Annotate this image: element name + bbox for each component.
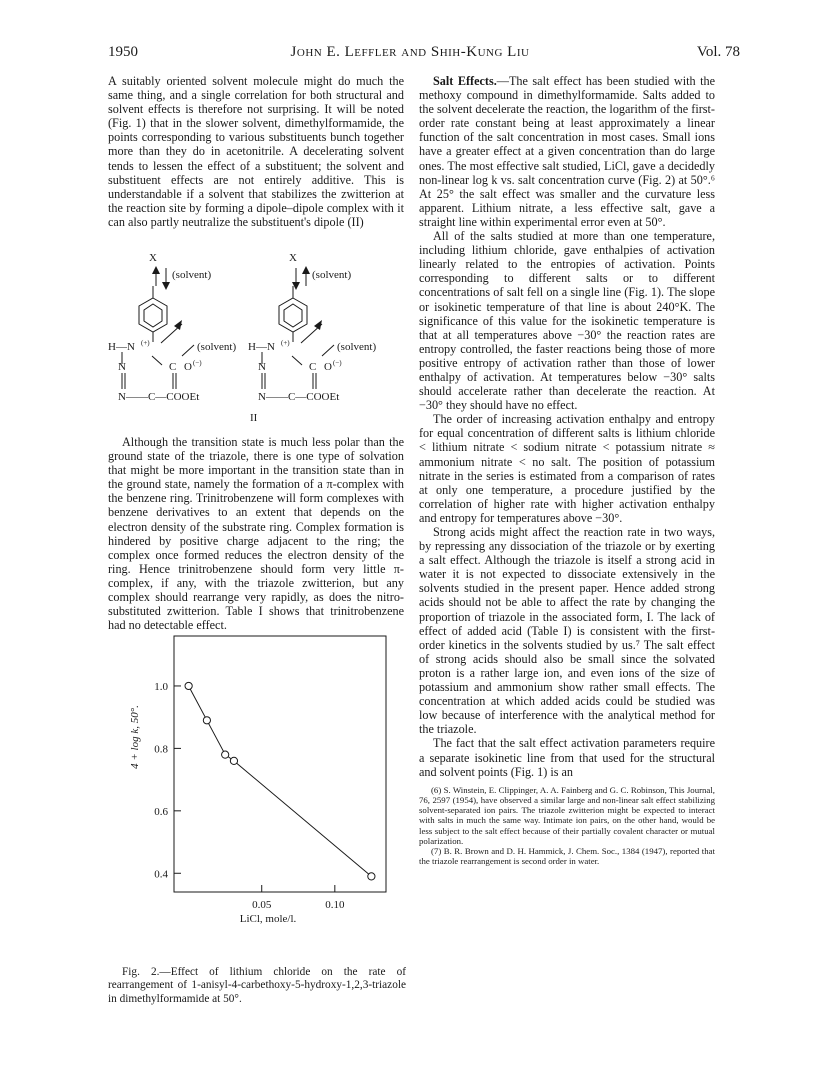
left-minus-charge: (−) xyxy=(193,359,202,367)
left-cooet-label: N——C—COOEt xyxy=(118,391,200,403)
running-head-authors: John E. Leffler and Shih-Kung Liu xyxy=(290,44,530,60)
y-axis-label: 4 + log k, 50°. xyxy=(129,705,141,769)
left-column-top xyxy=(108,74,404,229)
footnote-6: (6) S. Winstein, E. Clippinger, A. A. Fainberg and G. C. Robinson, This Journal, 76, 2597 (1954), have observed a similar large and non-linear salt effect stabilizing solvent-separated ion pairs. The triazole zwitterion might be expected to interact with salts in much the same way. Intimate ion pairs, on the other hand, would be less subject to the salt effect because of their partially covalent character or mutual polarization. xyxy=(419,784,715,846)
right-solvent-side-label: (solvent) xyxy=(337,341,377,353)
x-tick-label: 0.10 xyxy=(325,899,345,911)
salt-effects-heading: Salt Effects. xyxy=(433,74,497,88)
right-hn-label: H—N xyxy=(248,341,275,353)
left-paragraph-1: A suitably oriented solvent molecule might do much the same thing, and a single correlation for both structural and solvent effects is therefore not surprising. It will be noted (Fig. 1) that in the slower solvent, dimethylformamide, the points corresponding to various substituents bunch together more than they do in acetonitrile. A decelerating solvent tends to lessen the effect of a substituent; the solvent and substituent effects are not entirely additive. This is understandable if a solvent that stabilizes the zwitterion at the reaction site by forming a dipole–dipole complex with it can also partly neutralize the substituent's dipole (II) xyxy=(108,74,404,229)
right-plus-charge: (+) xyxy=(281,339,290,347)
right-cooet-label: N——C—COOEt xyxy=(258,391,340,403)
right-paragraph-5: The fact that the salt effect activation parameters require a separate isokinetic line from that used for the structural and solvent points (Fig. 1) is an xyxy=(419,736,715,779)
right-paragraph-1-text: —The salt effect has been studied with the methoxy compound in dimethylformamide. Salts added to the solvent decelerate the reaction, the logarithm of the first-order rate constant being at least approximately a linear function of the salt concentration in most cases. Small ions have a greater effect at a given concentration than do large ones. The most effective salt studied, LiCl, gave a decidedly non-linear log k vs. salt concentration curve (Fig. 2) at 50°.⁶ At 25° the salt effect was smaller and the curvature less apparent. Lithium nitrate, a less effective salt, gave a straight line within experimental error even at 50°. xyxy=(419,74,716,229)
x-axis-label: LiCl, mole/l. xyxy=(239,913,297,925)
right-paragraph-2: All of the salts studied at more than one temperature, including lithium chloride, gave enthalpies of activation linearly related to the entropies of activation. Points corresponding to different salts or to different concentrations of salt fell on a single line (Fig. 1). The slope or isokinetic temperature of that line is about 240°K. The significance of this value for the isokinetic temperature is that at all temperatures above −30° the reaction rates are entropy controlled, the faster reactions being those of more positive entropy of activation rather than those of lower enthalpy of activation. At temperatures below −30° salts should accelerate rather than decelerate the reaction. At −30° they should have no effect. xyxy=(419,229,715,413)
journal-volume: Vol. 78 xyxy=(696,44,740,60)
right-minus-charge: (−) xyxy=(333,359,342,367)
left-solvent-top-label: (solvent) xyxy=(172,269,212,281)
right-x-label: X xyxy=(289,252,297,264)
structure-ii-figure xyxy=(108,248,408,428)
left-paragraph-2: Although the transition state is much less polar than the ground state of the triazole, there is one type of solvation that might be more important in the transition state than in the ground state, namely the formation of a π-complex with the benzene ring. Trinitrobenzene will form complexes with benzene derivatives to an extent that depends on the electron density of the substrate ring. Complex formation is hindered by positive charge adjacent to the ring; the complex once formed reduces the electron density of the ring. Hence trinitrobenzene should form very little π-complex, if any, with the triazole zwitterion, but any complex should rearrange very rapidly, as does the nitro-substituted zwitterion. Table I shows that trinitrobenzene had no detectable effect. xyxy=(108,435,404,633)
data-point xyxy=(230,757,237,764)
left-hn-label: H—N xyxy=(108,341,135,353)
left-x-label: X xyxy=(149,252,157,264)
right-c-label: C xyxy=(309,361,317,373)
right-paragraph-1 xyxy=(419,74,715,229)
left-c-label: C xyxy=(169,361,177,373)
right-solvent-top-label: (solvent) xyxy=(312,269,352,281)
y-tick-label: 0.4 xyxy=(154,868,168,881)
right-column xyxy=(419,74,715,866)
structure-roman-numeral: II xyxy=(250,412,258,424)
left-solvent-side-label: (solvent) xyxy=(197,341,237,353)
page-number: 1950 xyxy=(108,44,138,60)
right-paragraph-4: Strong acids might affect the reaction rate in two ways, by repressing any dissociation of the triazole or by exerting a salt effect. Although the triazole is itself a strong acid in water it is not expected to dissociate extensively in the solvents studied in the present paper. Hence added strong acids should not be able to affect the rate by changing the proportion of triazole in the associated form, I. The lack of effect of added acid (Table I) is consistent with the first-order kinetics in the solvents studied by us.⁷ The salt effect of strong acids should also be small since the solvated proton is a rather large ion, and even ions of the size of potassium and ammonium show rather small effects. The concentration at which added acids could be studied was low because of interference with the analytical method for the triazole. xyxy=(419,525,715,737)
footnote-7: (7) B. R. Brown and D. H. Hammick, J. Chem. Soc., 1384 (1947), reported that the triazole rearrangement is second order in water. xyxy=(419,845,715,867)
right-paragraph-3: The order of increasing activation enthalpy and entropy for equal concentration of different salts is lithium chloride < lithium nitrate < sodium nitrate < potassium nitrate ≈ ammonium nitrate < no salt. The position of potassium nitrate in the series is estimated from a comparison of rates at only one temperature, a procedure justified by the correlation of higher rate with higher activation enthalpy and entropy for temperatures above −30°. xyxy=(419,412,715,525)
data-point xyxy=(185,682,192,689)
series-line xyxy=(189,686,372,876)
y-tick-label: 0.8 xyxy=(154,743,168,756)
right-n-label: N xyxy=(258,361,266,373)
left-o-label: O xyxy=(184,361,192,373)
left-plus-charge: (+) xyxy=(141,339,150,347)
data-point xyxy=(222,751,229,758)
plot-frame xyxy=(174,636,386,892)
y-tick-label: 1.0 xyxy=(154,680,168,693)
left-n-label: N xyxy=(118,361,126,373)
y-tick-label: 0.6 xyxy=(154,805,168,818)
figure-2-chart xyxy=(108,632,408,952)
data-point xyxy=(368,873,375,880)
data-point xyxy=(203,717,210,724)
figure-2-caption: Fig. 2.—Effect of lithium chloride on the rate of rearrangement of 1-anisyl-4-carbethoxy-5-hydroxy-1,2,3-triazole in dimethylformamide at 50°. xyxy=(108,966,406,1005)
x-tick-label: 0.05 xyxy=(252,899,272,911)
right-o-label: O xyxy=(324,361,332,373)
left-column-bottom xyxy=(108,435,404,632)
